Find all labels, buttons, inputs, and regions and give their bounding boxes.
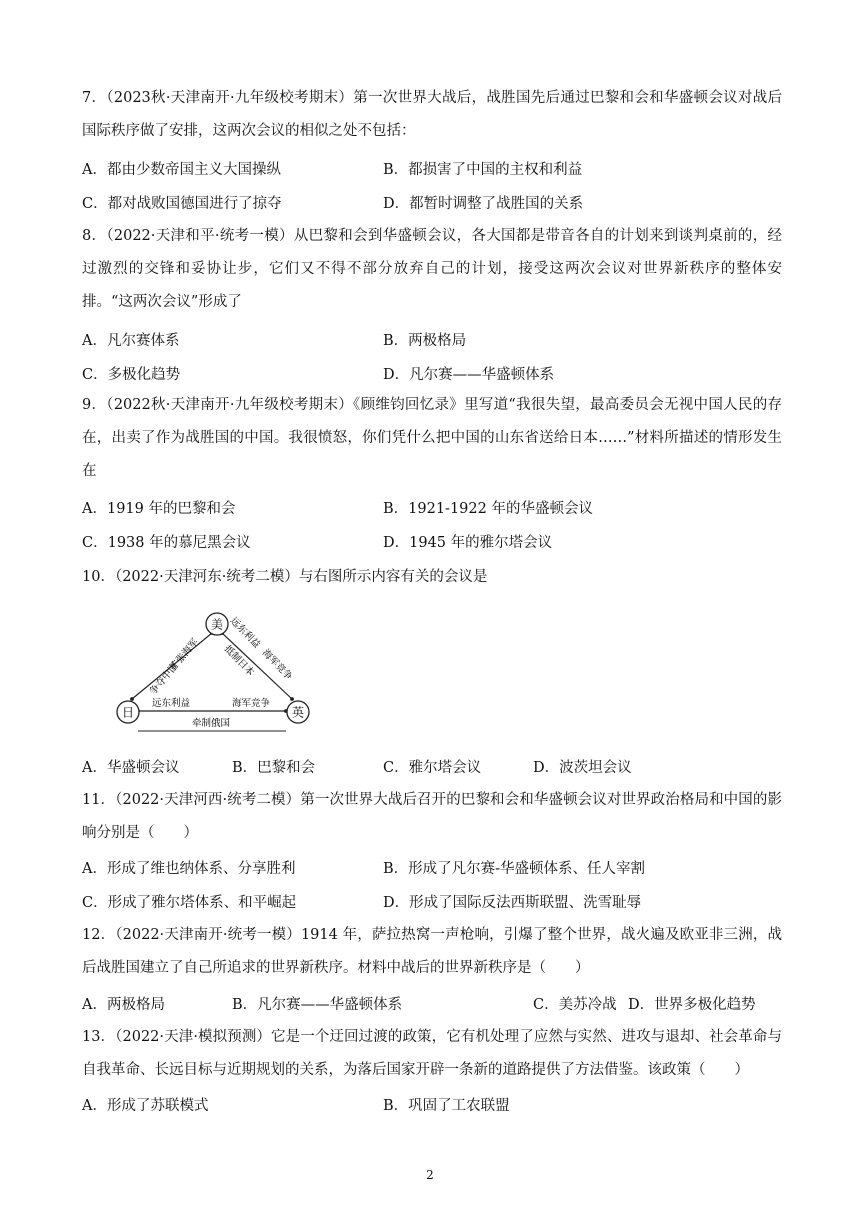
label-right-mid: 海军竞争	[259, 647, 295, 683]
label-bottom-right: 海军竞争	[232, 698, 271, 709]
question-12-option-a: A．两极格局	[82, 997, 165, 1013]
node-jp-label: 日	[121, 705, 135, 720]
question-10-option-b: B．巴黎和会	[232, 760, 316, 776]
question-9-stem: 9．（2022秋·天津南开·九年级校考期末）《顾维钧回忆录》里写道“我很失望，最高委员会无视中国人民的存在，出卖了作为战胜国的中国。我很愤怒，你们凭什么把中国的山东省送给日本……”材料所描述的情形发生在	[82, 397, 782, 479]
node-uk	[287, 701, 309, 723]
question-8-option-b: B．两极格局	[383, 333, 467, 349]
question-7-option-b: B．都损害了中国的主权和利益	[383, 162, 583, 178]
question-9-option-a: A．1919 年的巴黎和会	[82, 501, 236, 517]
question-12-option-c: C．美苏冷战	[533, 997, 617, 1013]
page-number: 2	[426, 1168, 434, 1182]
question-9-option-b: B．1921-1922 年的华盛顿会议	[383, 501, 593, 517]
question-7-option-c: C．都对战败国德国进行了掠夺	[82, 196, 282, 212]
label-left-inner: 扩张海军	[167, 636, 201, 673]
label-right-outer: 远东利益	[227, 615, 263, 651]
question-10-option-c: C．雅尔塔会议	[383, 760, 482, 776]
question-11-option-d: D．形成了国际反法西斯联盟、洗雪耻辱	[383, 895, 642, 911]
question-8-stem: 8．（2022·天津和平·统考一模）从巴黎和会到华盛顿会议，各大国都是带音各自的计划来到谈判桌前的，经过激烈的交锋和妥协让步，它们又不得不部分放弃自己的计划，接受这两次会议对世界新秩序的整体安排。“这两次会议”形成了	[82, 228, 782, 310]
label-bottom-left: 远东利益	[152, 698, 191, 709]
node-us-label: 美	[210, 617, 224, 632]
question-7-option-a: A．都由少数帝国主义大国操纵	[82, 162, 281, 178]
question-13-option-a: A．形成了苏联模式	[82, 1098, 209, 1114]
node-us	[206, 613, 228, 635]
label-bottom-below: 牵制俄国	[192, 718, 231, 729]
label-right-inner: 抵制日本	[221, 643, 257, 679]
question-9-option-c: C．1938 年的慕尼黑会议	[82, 535, 251, 551]
question-11-option-c: C．形成了雅尔塔体系、和平崛起	[82, 895, 297, 911]
question-12-option-d: D．世界多极化趋势	[628, 997, 756, 1013]
question-11-option-b: B．形成了凡尔赛-华盛顿体系、任人宰割	[383, 861, 646, 877]
question-11-option-a: A．形成了维也纳体系、分享胜利	[82, 861, 296, 877]
question-12-option-b: B．凡尔赛——华盛顿体系	[232, 997, 403, 1013]
question-9-option-d: D．1945 年的雅尔塔会议	[383, 535, 553, 551]
question-8-option-a: A．凡尔赛体系	[82, 333, 180, 349]
question-8-option-c: C．多极化趋势	[82, 367, 181, 383]
question-7-stem: 7．（2023秋·天津南开·九年级校考期末）第一次世界大战后，战胜国先后通过巴黎和会和华盛顿会议对战后国际秩序做了安排，这两次会议的相似之处不包括：	[82, 90, 782, 139]
question-11-stem: 11．（2022·天津河西·统考二模）第一次世界大战后召开的巴黎和会和华盛顿会议对世界政治格局和中国的影响分别是（ ）	[82, 792, 782, 841]
node-uk-label: 英	[291, 705, 305, 720]
question-8-option-d: D．凡尔赛——华盛顿体系	[383, 367, 555, 383]
question-13-option-b: B．巩固了工农联盟	[383, 1098, 510, 1114]
question-10-option-d: D．波茨坦会议	[533, 760, 632, 776]
question-7-option-d: D．都暂时调整了战胜国的关系	[383, 196, 584, 212]
question-13-stem: 13．（2022·天津·模拟预测）它是一个迂回过渡的政策，它有机处理了应然与实然、进攻与退却、社会革命与自我革命、长远目标与近期规划的关系，为落后国家开辟一条新的道路提供了方法借鉴。该政策（ ）	[82, 1029, 782, 1078]
question-12-stem: 12．（2022·天津南开·统考一模）1914 年，萨拉热窝一声枪响，引爆了整个世界，战火遍及欧亚非三洲，战后战胜国建立了自己所追求的世界新秩序。材料中战后的世界新秩序是（ ）	[82, 927, 782, 976]
relations-triangle-diagram	[112, 607, 322, 742]
node-jp	[117, 701, 139, 723]
label-left-outer: 争夺中国	[147, 660, 181, 697]
question-10-option-a: A．华盛顿会议	[82, 760, 180, 776]
question-10-stem: 10．（2022·天津河东·统考二模）与右图所示内容有关的会议是	[82, 569, 488, 585]
